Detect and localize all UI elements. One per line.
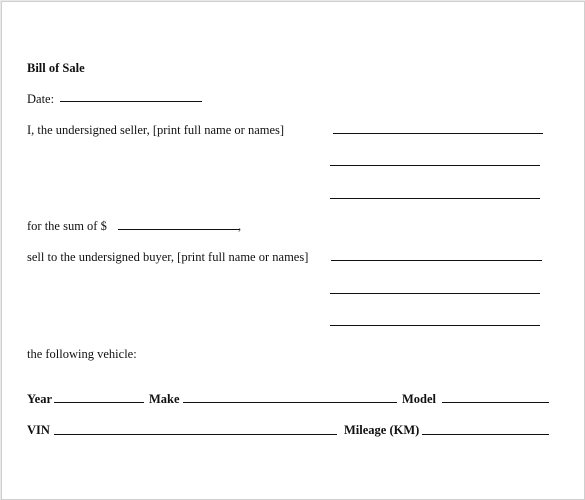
sum-label: for the sum of $ [27, 219, 107, 233]
sum-trailing-comma: , [238, 219, 242, 233]
seller-line-2[interactable] [330, 165, 540, 166]
vin-line[interactable] [54, 434, 337, 435]
seller-label: I, the undersigned seller, [print full name or names] [27, 123, 285, 137]
seller-line-3[interactable] [330, 198, 540, 199]
year-label: Year [27, 392, 52, 406]
buyer-line-2[interactable] [330, 293, 540, 294]
vehicle-label: the following vehicle: [27, 347, 137, 361]
date-line[interactable] [60, 101, 202, 102]
model-line[interactable] [442, 402, 549, 403]
vin-label: VIN [27, 423, 50, 437]
seller-line-1[interactable] [333, 133, 543, 134]
make-line[interactable] [183, 402, 397, 403]
model-label: Model [402, 392, 437, 406]
mileage-label: Mileage (KM) [344, 423, 420, 437]
year-line[interactable] [54, 402, 144, 403]
sum-line[interactable] [118, 229, 239, 230]
buyer-label: sell to the undersigned buyer, [print full name or names] [27, 250, 309, 264]
document-title: Bill of Sale [27, 61, 85, 75]
make-label: Make [149, 392, 180, 406]
mileage-line[interactable] [422, 434, 549, 435]
date-label: Date: [27, 92, 55, 106]
buyer-line-1[interactable] [331, 260, 542, 261]
buyer-line-3[interactable] [330, 325, 540, 326]
document-page [1, 1, 585, 500]
